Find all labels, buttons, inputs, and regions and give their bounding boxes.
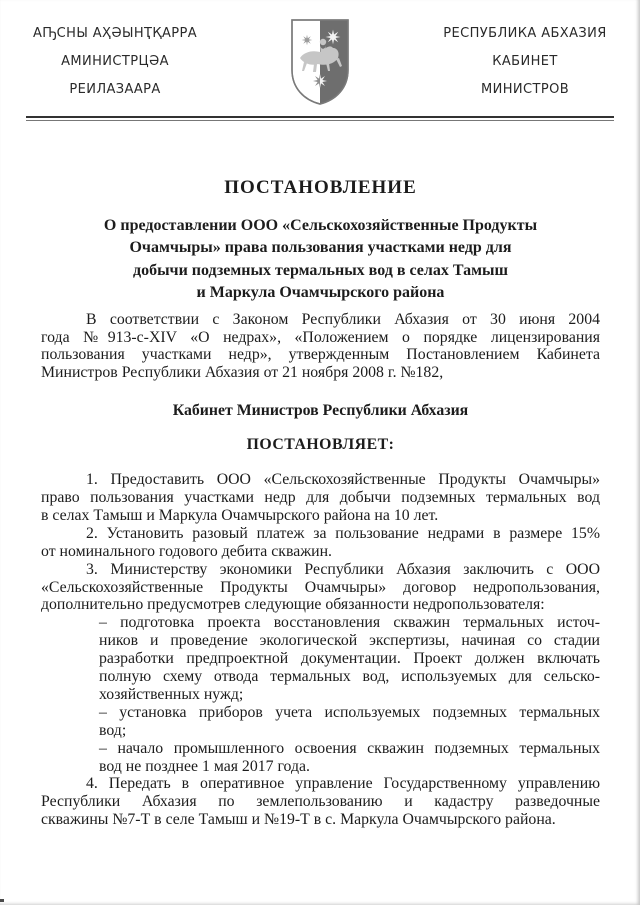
text-line: 4. Передать в оперативное управление Государственному управлению (86, 775, 600, 793)
letterhead-russian-block (410, 20, 640, 106)
text-line: право пользования участками недр для добычи подземных термальных вод (41, 488, 600, 506)
dash-subitem-3 (99, 740, 600, 776)
letterhead (0, 0, 640, 106)
text-line: В соответствии с Законом Республики Абхазия от 30 июня 2004 (86, 310, 600, 328)
small-star-icon (302, 35, 313, 46)
text-line: дополнительно предусмотрев следующие обязанности недропользователя: (41, 596, 545, 614)
text-line: разработки предпроектной документации. Проект должен включать (99, 650, 600, 668)
text-line: 2. Установить разовый платеж за пользование недрами в размере 15% (86, 524, 600, 542)
text-line: 1. Предоставить ООО «Сельскохозяйственные Продукты Очамчыры» (86, 471, 600, 489)
item-2-paragraph (41, 525, 600, 561)
document-title: ПОСТАНОВЛЕНИЕ (224, 177, 417, 198)
resolves-line: ПОСТАНОВЛЯЕТ: (246, 436, 395, 454)
letterhead-russian-line-1: РЕСПУБЛИКА АБХАЗИЯ (443, 26, 607, 41)
letterhead-russian-line-2: КАБИНЕТ (492, 54, 558, 69)
text-line: пользования участками недр», утвержденным Постановлением Кабинета (41, 346, 600, 364)
dash-subitem-1 (99, 614, 600, 704)
preamble-paragraph (41, 311, 600, 383)
emblem-container (230, 18, 410, 106)
text-line: Республики Абхазия по землепользованию и кадастру разведочные (41, 793, 600, 811)
large-star-icon (326, 30, 341, 45)
item-3-paragraph (41, 561, 600, 615)
text-line: полную схему отвода термальных вод, используемых для сельско- (99, 668, 600, 686)
item-1-paragraph (41, 471, 600, 525)
scan-artifact (0, 899, 4, 902)
letterhead-russian-line-3: МИНИСТРОВ (480, 82, 570, 97)
text-line: хозяйственных нужд; (99, 685, 244, 703)
text-line: ников и проведение экологической экспертизы, начиная со стадии (99, 632, 600, 650)
text-line: скважины №7-Т в селе Тамыш и №19-Т в с. Маркула Очамчырского района. (41, 811, 556, 829)
document-subject (41, 215, 600, 305)
item-4-paragraph (41, 775, 600, 829)
document-body (41, 177, 600, 829)
letterhead-abkhaz-line-3: РЕИЛАЗААРА (69, 82, 161, 97)
text-line: «Сельскохозяйственные Продукты Очамчыры» договор недропользования, (41, 578, 600, 596)
subject-line: и Маркула Очамчырского района (196, 284, 445, 302)
text-line: – установка приборов учета используемых подземных термальных (99, 703, 600, 721)
letterhead-abkhaz-line-1: АҦСНЫ АҲӘЫНҬҚАРРА (32, 26, 198, 41)
text-line: от номинального годового дебита скважин. (41, 542, 332, 560)
subject-line: Очамчыры» права пользования участками недр для (129, 239, 512, 257)
operative-items (41, 471, 600, 829)
text-line: Министров Республики Абхазия от 21 ноября 2008 г. №182, (41, 364, 444, 382)
authority-line: Кабинет Министров Республики Абхазия (172, 402, 469, 420)
text-line: 3. Министерству экономики Республики Абхазия заключить с ООО (86, 560, 600, 578)
text-line: в селах Тамыш и Маркула Очамчырского района на 10 лет. (41, 506, 439, 524)
letterhead-abkhaz-line-2: АМИНИСТРЦӘА (61, 54, 169, 69)
header-divider-rule (26, 116, 614, 121)
text-line: – подготовка проекта восстановления скважин термальных источ- (99, 614, 600, 632)
text-line: вод не позднее 1 мая 2017 года. (99, 757, 310, 775)
text-line: года №913-с-XIV «О недрах», «Положением о порядке лицензирования (41, 328, 600, 346)
abkhazia-coat-of-arms-icon (290, 18, 350, 106)
text-line: вод; (99, 721, 127, 739)
text-line: – начало промышленного освоения скважин подземных термальных (99, 739, 600, 757)
subject-line: О предоставлении ООО «Сельскохозяйственные Продукты (103, 217, 538, 234)
letterhead-abkhaz-block (0, 20, 230, 106)
subject-line: добычи подземных термальных вод в селах Тамыш (132, 261, 509, 279)
dash-subitem-2 (99, 704, 600, 740)
